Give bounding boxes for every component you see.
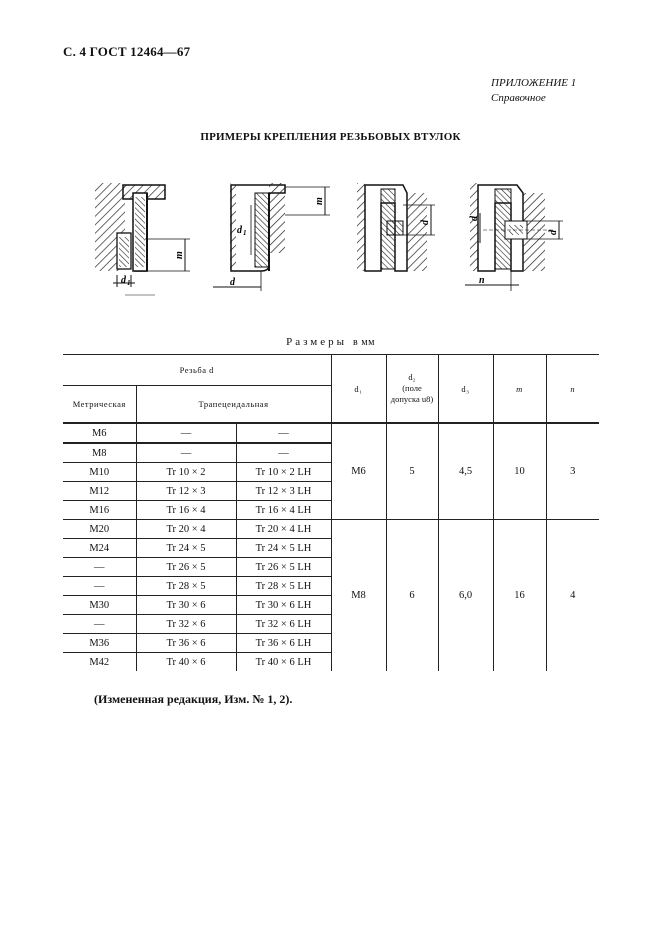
- header-d2: d₂ (поле допуска u8): [386, 355, 438, 424]
- cell-tr: Tr 28 × 5: [136, 577, 236, 596]
- drawing-3: [357, 183, 435, 271]
- cell-metric: M8: [63, 443, 136, 463]
- cell-tr-lh: —: [236, 443, 331, 463]
- header-trapezoidal: Трапецеидальная: [136, 386, 331, 424]
- header-thread: Резьба d: [63, 355, 331, 386]
- cell-tr: Tr 10 × 2: [136, 463, 236, 482]
- cell-d3: 6,0: [438, 520, 493, 672]
- table-caption: [0, 336, 661, 348]
- cell-metric: —: [63, 577, 136, 596]
- cell-tr-lh: Tr 40 × 6 LH: [236, 653, 331, 672]
- cell-d3: 4,5: [438, 423, 493, 520]
- cell-d2: 6: [386, 520, 438, 672]
- svg-text:d: d: [469, 216, 480, 221]
- cell-n: 3: [570, 466, 576, 477]
- cell-metric: M10: [63, 463, 136, 482]
- cell-metric: M12: [63, 482, 136, 501]
- cell-tr-lh: Tr 20 × 4 LH: [236, 520, 331, 539]
- cell-tr: Tr 20 × 4: [136, 520, 236, 539]
- cell-tr-lh: Tr 26 × 5 LH: [236, 558, 331, 577]
- cell-metric: M30: [63, 596, 136, 615]
- appendix-subtitle: Справочное: [491, 92, 546, 104]
- cell-tr: Tr 16 × 4: [136, 501, 236, 520]
- header-d3: d₃: [438, 355, 493, 424]
- page-header: С. 4 ГОСТ 12464—67: [63, 44, 191, 59]
- cell-metric: —: [63, 615, 136, 634]
- cell-tr: —: [136, 423, 236, 443]
- cell-tr-lh: Tr 32 × 6 LH: [236, 615, 331, 634]
- caption-unit: в мм: [353, 337, 375, 348]
- cell-metric: M20: [63, 520, 136, 539]
- header-d2-note: (поле допуска u8): [390, 383, 434, 404]
- cell-n: 4: [570, 590, 576, 601]
- appendix-block: [491, 76, 591, 106]
- cell-tr-lh: Tr 30 × 6 LH: [236, 596, 331, 615]
- cell-tr: Tr 12 × 3: [136, 482, 236, 501]
- revision-note: (Измененная редакция, Изм. № 1, 2).: [94, 692, 293, 706]
- appendix-title: ПРИЛОЖЕНИЕ 1: [491, 77, 577, 89]
- cell-metric: M6: [63, 423, 136, 443]
- cell-tr-lh: Tr 16 × 4 LH: [236, 501, 331, 520]
- cell-tr: Tr 30 × 6: [136, 596, 236, 615]
- cell-d1: M6: [331, 423, 386, 520]
- svg-text:n: n: [479, 275, 485, 286]
- svg-text:d: d: [237, 225, 242, 236]
- svg-text:1: 1: [127, 279, 131, 287]
- cell-tr: Tr 36 × 6: [136, 634, 236, 653]
- svg-text:m: m: [314, 197, 325, 205]
- svg-text:d: d: [121, 275, 126, 286]
- svg-text:d: d: [548, 230, 559, 235]
- cell-metric: M24: [63, 539, 136, 558]
- svg-text:d: d: [420, 220, 431, 225]
- cell-d2: 5: [386, 423, 438, 520]
- mounting-drawings: [85, 175, 565, 300]
- document-title: ПРИМЕРЫ КРЕПЛЕНИЯ РЕЗЬБОВЫХ ВТУЛОК: [200, 131, 461, 143]
- drawing-4: [465, 183, 563, 291]
- cell-m: 16: [493, 520, 546, 672]
- cell-tr-lh: Tr 28 × 5 LH: [236, 577, 331, 596]
- svg-text:d: d: [230, 277, 235, 288]
- header-n: n: [570, 383, 576, 394]
- cell-tr-lh: Tr 10 × 2 LH: [236, 463, 331, 482]
- cell-metric: M36: [63, 634, 136, 653]
- cell-metric: —: [63, 558, 136, 577]
- header-d1: d₁: [331, 355, 386, 424]
- cell-tr: Tr 32 × 6: [136, 615, 236, 634]
- cell-m: 10: [493, 423, 546, 520]
- cell-tr: Tr 40 × 6: [136, 653, 236, 672]
- caption-main: Размеры: [286, 336, 348, 348]
- cell-d1: M8: [331, 520, 386, 672]
- drawing-2: [213, 183, 330, 291]
- header-m: m: [493, 355, 546, 424]
- cell-tr: —: [136, 443, 236, 463]
- header-metric: Метрическая: [63, 386, 136, 424]
- cell-tr-lh: Tr 36 × 6 LH: [236, 634, 331, 653]
- cell-tr-lh: Tr 24 × 5 LH: [236, 539, 331, 558]
- cell-tr-lh: Tr 12 × 3 LH: [236, 482, 331, 501]
- cell-tr: Tr 24 × 5: [136, 539, 236, 558]
- cell-tr-lh: —: [236, 423, 331, 443]
- cell-metric: M16: [63, 501, 136, 520]
- svg-text:1: 1: [243, 229, 247, 237]
- cell-metric: M42: [63, 653, 136, 672]
- cell-tr: Tr 26 × 5: [136, 558, 236, 577]
- dimensions-table: [63, 354, 599, 671]
- svg-text:m: m: [174, 251, 185, 259]
- drawing-1: [95, 183, 190, 295]
